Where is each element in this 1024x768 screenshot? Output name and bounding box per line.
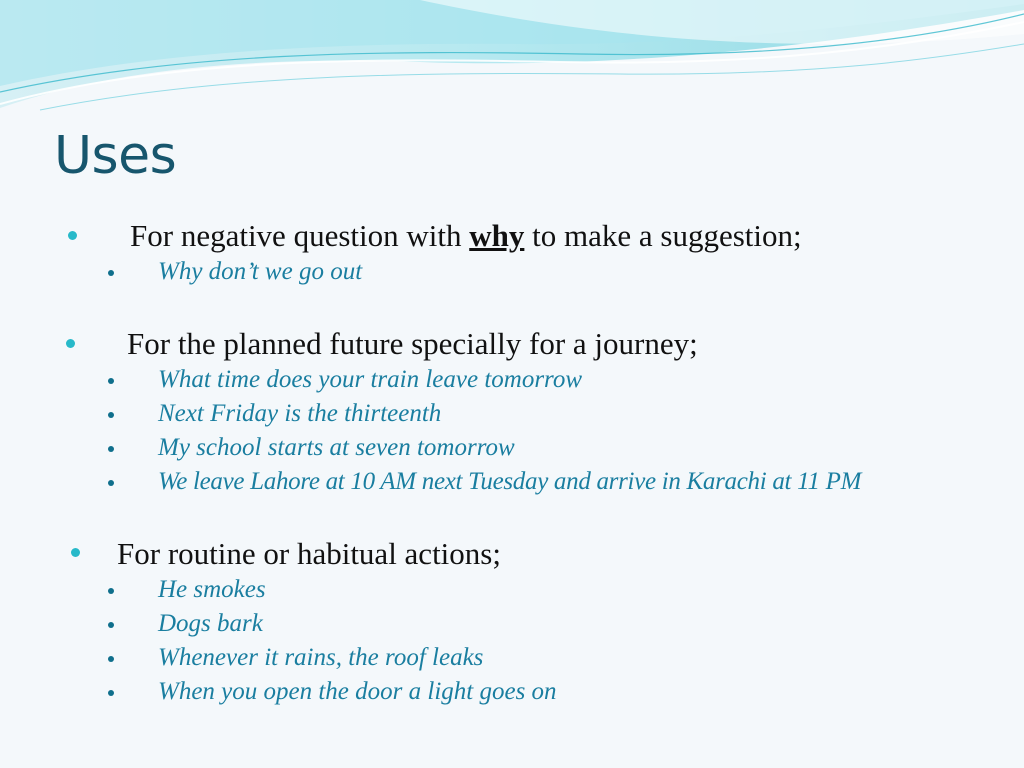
example-list bbox=[0, 363, 1024, 499]
sub-bullet-icon bbox=[108, 622, 114, 628]
emphasis-word-why: why bbox=[469, 218, 525, 253]
bullet-icon bbox=[66, 339, 75, 348]
list-item: My school starts at seven tomorrow bbox=[0, 431, 1024, 465]
list-item: Dogs bark bbox=[0, 607, 1024, 641]
sub-bullet-icon bbox=[108, 412, 114, 418]
sub-bullet-icon bbox=[108, 588, 114, 594]
section-planned-future bbox=[0, 325, 1024, 499]
list-item: We leave Lahore at 10 AM next Tuesday and arrive in Karachi at 11 PM bbox=[0, 465, 1024, 499]
list-item: Why don’t we go out bbox=[0, 255, 1024, 289]
wave-banner-decoration bbox=[0, 0, 1024, 120]
section-heading-row bbox=[0, 217, 1024, 255]
list-item: What time does your train leave tomorrow bbox=[0, 363, 1024, 397]
sub-bullet-icon bbox=[108, 378, 114, 384]
list-item: Whenever it rains, the roof leaks bbox=[0, 641, 1024, 675]
sub-bullet-icon bbox=[108, 480, 114, 486]
example-list bbox=[0, 255, 1024, 289]
section-negative-question bbox=[0, 217, 1024, 289]
section-routine-actions bbox=[0, 535, 1024, 709]
bullet-icon bbox=[71, 548, 80, 557]
sub-bullet-icon bbox=[108, 656, 114, 662]
example-list bbox=[0, 573, 1024, 709]
list-item: When you open the door a light goes on bbox=[0, 675, 1024, 709]
section-heading: For the planned future specially for a journey; bbox=[127, 326, 698, 361]
list-item: Next Friday is the thirteenth bbox=[0, 397, 1024, 431]
sub-bullet-icon bbox=[108, 446, 114, 452]
list-item: He smokes bbox=[0, 573, 1024, 607]
sub-bullet-icon bbox=[108, 270, 114, 276]
section-heading-row bbox=[0, 535, 1024, 573]
section-heading: For routine or habitual actions; bbox=[117, 536, 501, 571]
sub-bullet-icon bbox=[108, 690, 114, 696]
section-heading: For negative question with why to make a suggestion; bbox=[130, 218, 802, 253]
slide-title: Uses bbox=[54, 126, 177, 186]
bullet-icon bbox=[68, 231, 77, 240]
section-heading-row bbox=[0, 325, 1024, 363]
